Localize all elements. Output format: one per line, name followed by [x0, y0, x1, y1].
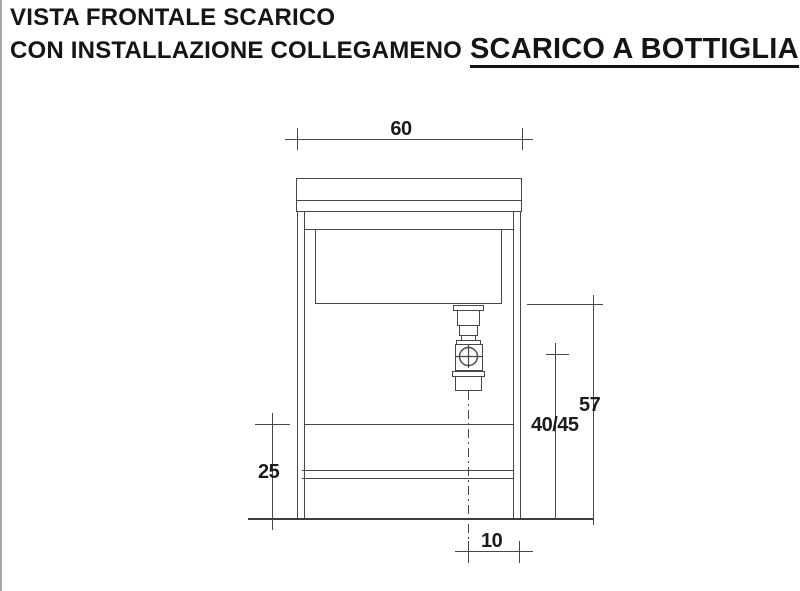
cabinet-right-leg-inner — [513, 211, 514, 519]
cabinet-shelf-top-edge — [302, 470, 514, 471]
cabinet-left-leg-inner — [304, 211, 305, 519]
dim-basin-extension-line — [527, 304, 603, 305]
title-line1: VISTA FRONTALE SCARICO — [10, 4, 336, 31]
dim-top-width-tick-left — [297, 128, 298, 150]
drain-center-line — [468, 391, 469, 563]
dim-top-width-label: 60 — [390, 118, 412, 140]
title-block — [10, 3, 799, 68]
title-line2-emphasis: SCARICO A BOTTIGLIA — [470, 33, 799, 68]
cabinet-shelf-upper-line — [304, 424, 513, 425]
dim-shelf-height-tick — [255, 424, 290, 425]
title-line2-prefix: CON INSTALLAZIONE COLLEGAMENO — [10, 37, 463, 64]
trap-valve-symbol — [455, 344, 483, 371]
dim-drain-offset-tick-right — [519, 541, 520, 563]
drain-tailpiece-upper — [457, 310, 480, 326]
dim-top-width-tick-right — [522, 128, 523, 150]
drain-outlet — [455, 376, 482, 391]
scan-edge-left — [0, 0, 2, 591]
cabinet-top-panel-edge — [297, 200, 521, 201]
cabinet-top-panel — [296, 178, 522, 212]
ground-line — [248, 518, 594, 520]
dim-shelf-height-label: 25 — [258, 461, 280, 483]
dim-trap-height-tick — [546, 354, 569, 355]
dim-drain-offset-tick-left — [468, 541, 469, 563]
cabinet-shelf-bottom-edge — [302, 478, 514, 479]
title-line2 — [10, 33, 799, 68]
dim-drain-offset-label: 10 — [481, 530, 503, 552]
dim-basin-height-label: 57 — [579, 394, 601, 416]
cabinet-right-leg-outer — [520, 211, 521, 519]
cabinet-left-leg-outer — [297, 211, 298, 519]
sink-basin — [315, 229, 502, 304]
dim-trap-height-label: 40/45 — [531, 414, 579, 436]
